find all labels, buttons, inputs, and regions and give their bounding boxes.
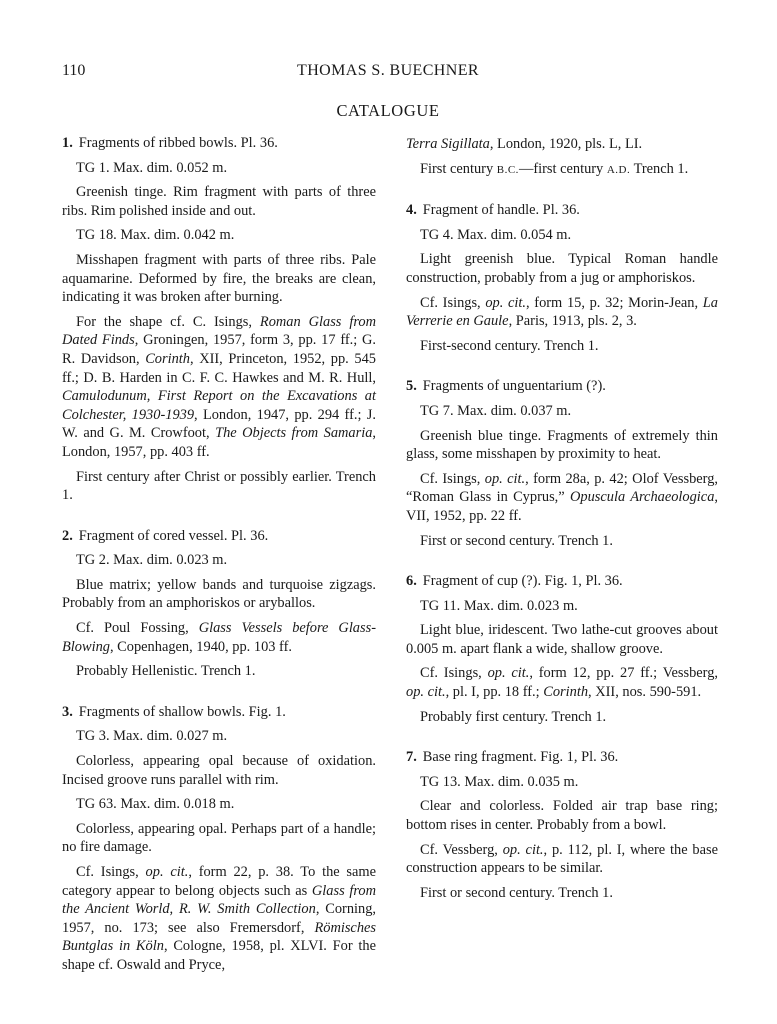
entry-description: Clear and colorless. Folded air trap base ring; bottom rises in center. Probably from a bowl. [406, 798, 718, 834]
page-number: 110 [62, 62, 86, 79]
entry-references: Cf. Isings, op. cit., form 22, p. 38. To the same category appear to belong objects such as Glass from the Ancient World, R. W. Smith Collection, Corning, 1957, no. 173; see also Fremersdorf, Römisches Buntglas in Köln, Cologne, 1958, pl. XLVI. For the shape cf. Oswald and Pryce, [62, 864, 377, 973]
entry-spec: TG 13. Max. dim. 0.035 m. [420, 773, 579, 790]
entry-date: First century B.C.—first century A.D. Trench 1. [420, 160, 689, 177]
entry-description: Colorless, appearing opal because of oxidation. Incised groove runs parallel with rim. [62, 753, 376, 788]
entry-date: Probably Hellenistic. Trench 1. [76, 663, 256, 680]
entry-number: 7. [406, 749, 417, 766]
entry-heading [406, 201, 718, 220]
entry-references: Cf. Isings, op. cit., form 12, pp. 27 ff.; Vessberg, op. cit., pl. I, pp. 18 ff.; Corinth, XII, nos. 590-591. [406, 665, 718, 701]
entry-references: Cf. Vessberg, op. cit., p. 112, pl. I, where the base construction appears to be similar. [406, 841, 718, 877]
entry-date: First or second century. Trench 1. [420, 532, 613, 549]
entry-number: 6. [406, 573, 417, 590]
entry-heading [406, 572, 718, 591]
entry-date: First or second century. Trench 1. [420, 884, 613, 901]
entry-title: Fragment of cored vessel. Pl. 36. [78, 527, 269, 544]
entry-description: Light greenish blue. Typical Roman handle construction, probably from a jug or amphoriskos. [406, 251, 718, 286]
catalogue-entry-5 [406, 377, 718, 550]
entry-references-continued: Terra Sigillata, London, 1920, pls. L, LI. [406, 136, 643, 152]
entry-description: Greenish blue tinge. Fragments of extremely thin glass, some misshapen by proximity to heat. [406, 427, 718, 463]
entry-heading [62, 703, 376, 722]
catalogue-entry-3 [62, 703, 376, 975]
catalogue-entry-2 [62, 527, 376, 681]
entry-spec: TG 2. Max. dim. 0.023 m. [76, 552, 228, 569]
entry-title: Fragments of unguentarium (?). [422, 378, 606, 395]
entry-spec: TG 63. Max. dim. 0.018 m. [76, 796, 235, 813]
entry-date: Probably first century. Trench 1. [420, 708, 607, 725]
entry-spec: TG 1. Max. dim. 0.052 m. [76, 159, 228, 176]
entry-references: Cf. Poul Fossing, Glass Vessels before Glass-Blowing, Copenhagen, 1940, pp. 103 ff. [62, 620, 376, 655]
entry-description: Misshapen fragment with parts of three ribs. Pale aquamarine. Deformed by fire, the breaks are clean, indicating it was broken after burning. [62, 251, 376, 306]
catalogue-entry-1 [62, 134, 376, 505]
entry-references: Cf. Isings, op. cit., form 28a, p. 42; Olof Vessberg, “Roman Glass in Cyprus,” Opuscula Archaeologica, VII, 1952, pp. 22 ff. [406, 470, 718, 524]
entry-spec: TG 4. Max. dim. 0.054 m. [420, 226, 572, 243]
entry-heading [62, 527, 376, 546]
entry-description: Greenish tinge. Rim fragment with parts of three ribs. Rim polished inside and out. [62, 184, 376, 219]
right-column [406, 135, 718, 908]
entry-description: Light blue, iridescent. Two lathe-cut grooves about 0.005 m. apart flank a wide, shallow groove. [406, 622, 718, 657]
entry-number: 4. [406, 202, 417, 219]
entry-spec: TG 18. Max. dim. 0.042 m. [76, 227, 235, 244]
left-column [62, 134, 376, 975]
entry-heading [406, 748, 718, 767]
catalogue-entry-3-continued [406, 135, 718, 179]
catalogue-entry-4 [406, 201, 718, 355]
catalogue-entry-6 [406, 572, 718, 726]
entry-title: Fragments of shallow bowls. Fig. 1. [78, 703, 286, 720]
entry-references: Cf. Isings, op. cit., form 15, p. 32; Morin-Jean, La Verrerie en Gaule, Paris, 1913, pls. 2, 3. [406, 294, 718, 330]
entry-spec: TG 7. Max. dim. 0.037 m. [420, 402, 572, 419]
catalogue-entry-7 [406, 748, 718, 902]
entry-spec: TG 11. Max. dim. 0.023 m. [420, 597, 578, 614]
entry-number: 3. [62, 703, 73, 720]
entry-number: 2. [62, 527, 73, 544]
entry-references: For the shape cf. C. Isings, Roman Glass from Dated Finds, Groningen, 1957, form 3, pp. 17 ff.; G. R. Davidson, Corinth, XII, Princeton, 1952, pp. 545 ff.; D. B. Harden in C. F. C. Hawkes and M. R. Hull, Camulodunum, First Report on the Excavations at Colchester, 1930-1939, London, 1947, pp. 294 ff.; J. W. and G. M. Crowfoot, The Objects from Samaria, London, 1957, pp. 403 ff. [62, 313, 377, 460]
entry-date: First-second century. Trench 1. [420, 337, 599, 354]
entry-title: Fragment of cup (?). Fig. 1, Pl. 36. [422, 573, 623, 590]
entry-date: First century after Christ or possibly earlier. Trench 1. [62, 468, 376, 504]
running-head: THOMAS S. BUECHNER [297, 62, 479, 79]
entry-title: Fragment of handle. Pl. 36. [422, 202, 580, 219]
page-header [62, 62, 714, 82]
entry-description: Blue matrix; yellow bands and turquoise zigzags. Probably from an amphoriskos or aryballos. [62, 576, 376, 612]
entry-spec: TG 3. Max. dim. 0.027 m. [76, 728, 228, 745]
entry-heading [406, 377, 718, 396]
section-title: CATALOGUE [336, 101, 440, 120]
entry-description: Colorless, appearing opal. Perhaps part of a handle; no fire damage. [62, 820, 376, 856]
entry-heading [62, 134, 376, 153]
entry-title: Fragments of ribbed bowls. Pl. 36. [78, 135, 278, 151]
entry-number: 5. [406, 378, 417, 395]
entry-title: Base ring fragment. Fig. 1, Pl. 36. [422, 749, 619, 766]
entry-number: 1. [62, 135, 73, 151]
